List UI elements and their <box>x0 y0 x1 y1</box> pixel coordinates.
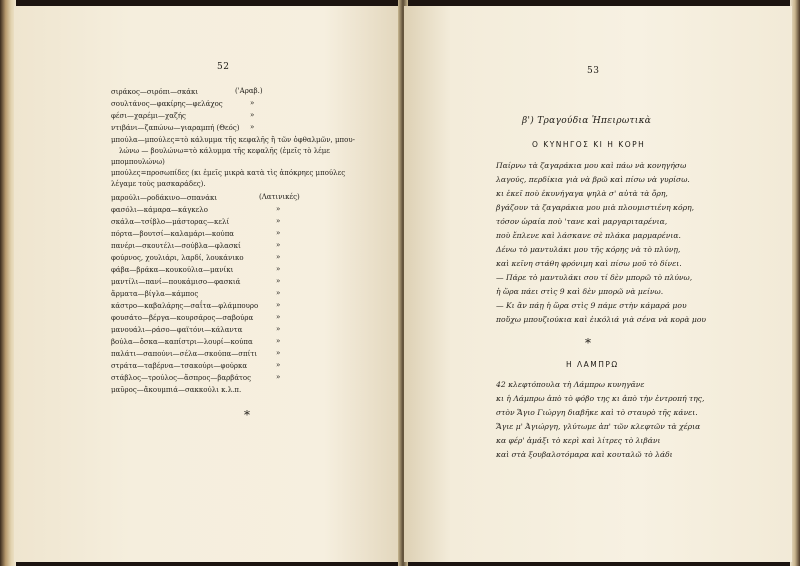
verse-line: Ἅγιε μ' Ἀγιώργη, γλύτωμε ἀπ' τῶν κλεφτῶν τὰ χέρια <box>496 422 701 431</box>
verse-line: ποὔχω μπουζιούκια καὶ ἐικόλιά γιὰ σένα νὰ κορὰ μου <box>496 315 707 324</box>
left-page <box>14 6 402 562</box>
word-line: φάβα—βράκα—κουκούλια—μανίκι <box>111 266 234 274</box>
verse-line: ἡ ὥρα πάει στὶς 9 καὶ δὲν μπορῶ νὰ μείνω. <box>496 287 664 296</box>
verse-line: κι ἡ Λάμπρω ἀπὸ τὸ φόβο της κι ἀπὸ τὴν ἐντροπή της, <box>496 394 705 403</box>
right-page-number: 53 <box>587 66 600 76</box>
word-line: φέσι—χαρέμι—χαζής <box>111 112 186 120</box>
verse-line: Δένω τὸ μαντυλάκι μου τῆς κόρης νὰ τὸ πλύνῃ, <box>496 245 681 254</box>
section-star: * <box>244 408 250 422</box>
left-page-number: 52 <box>217 62 230 72</box>
verse-line: κι ἐκεῖ ποὺ ἐκυνήγαγα ψηλὰ σ' αὐτὰ τὰ ὄρη, <box>496 189 668 198</box>
word-line: στράτα—ταβέρνα—τσακούρι—φούρκα <box>111 362 248 370</box>
word-line: σουλτάνος—φακίρης—φελάχος <box>111 100 223 108</box>
word-line: μπομπουλώνω) <box>111 158 165 166</box>
word-line: φουσάτο—βέργα—κουρσάρος—σαβούρα <box>111 314 254 322</box>
word-line: μαρούλι—ροδάκινο—σπανάκι <box>111 194 218 202</box>
ditto-mark: » <box>276 325 281 333</box>
word-line: μαντίλι—πανί—πουκάμισο—φασκιά <box>111 278 241 286</box>
verse-line: λαγούς, περδίκια γιὰ νὰ βρῶ καὶ πίσω νὰ γυρίσω. <box>496 175 690 184</box>
verse-line: 42 κλεφτόπουλα τὴ Λάμπρω κυνηγᾶνε <box>496 380 645 389</box>
word-line: ἄρματα—βίγλα—κάμπος <box>111 290 199 298</box>
verse-line: κα φέρ' ἁμάξι τὸ κερὶ καὶ λίτρες τὸ λιβάνι <box>496 436 661 445</box>
ditto-mark: » <box>276 301 281 309</box>
word-line: πανέρι—σκουτέλι—σούβλα—φλασκί <box>111 242 241 250</box>
ditto-mark: » <box>276 205 281 213</box>
ditto-mark: » <box>276 241 281 249</box>
section-star: * <box>585 336 591 350</box>
verse-line: Παίρνω τὰ ζαγαράκια μου καὶ πάω νὰ κονηγήσω <box>496 161 687 170</box>
verse-line: καὶ στὰ ξουβαλοτόμαρα καὶ κουταλῶ τὸ λάδι <box>496 450 673 459</box>
verse-line: βγάζουν τὰ ζαγαράκια μου μιὰ πλουμιστιένη κόρη, <box>496 203 695 212</box>
word-line: μανουάλι—ράσο—φαϊτόνι—κάλαντα <box>111 326 243 334</box>
latin-label: (Λατινικές) <box>259 193 300 201</box>
verse-line: καὶ κεῖνη στάθη φρόνιμη καὶ πίσω μοῦ τὸ δίνει. <box>496 259 682 268</box>
arabic-label: ('Αραβ.) <box>235 87 263 95</box>
verse-line: στὸν Ἅγιο Γιώργη διαβῆκε καὶ τὸ σταυρὸ τῆς κάνει. <box>496 408 698 417</box>
ditto-mark: » <box>250 111 255 119</box>
word-line: παλάτι—σαπούνι—σέλα—σκούπα—σπίτι <box>111 350 257 358</box>
word-line: λέγαμε τοὺς μασκαράδες). <box>111 180 206 188</box>
ditto-mark: » <box>250 99 255 107</box>
ditto-mark: » <box>276 277 281 285</box>
verse-line: ποὺ ἔπλενε καὶ λάσκανε σὲ πλάκα μαρμαρένια. <box>496 231 681 240</box>
word-line: μπούλα—μπούλες=τὸ κάλυμμα τῆς κεφαλῆς ἢ τῶν ὀφθαλμῶν, μπου- <box>111 136 355 144</box>
word-line: μαῦρος—ἄκουμπιά—σακκούλι κ.λ.π. <box>111 386 242 394</box>
song-title-lampro: Η ΛΑΜΠΡΩ <box>566 360 619 369</box>
song-title-kynigos: Ο ΚΥΝΗΓΟΣ ΚΙ Η ΚΟΡΗ <box>532 140 646 149</box>
word-line: λώνω — βουλώνω=τὸ κάλυμμα τῆς κεφαλῆς (ἐμεῖς τὸ λέμε <box>119 147 330 155</box>
word-line: κάστρο—καβαλάρης—σαΐτα—φλάμπουρο <box>111 302 259 310</box>
word-line: στάβλος—τρούλος—ἄσπρος—βαρβάτος <box>111 374 252 382</box>
word-line: σκάλα—τσίβλο—μάστορας—κελί <box>111 218 230 226</box>
ditto-mark: » <box>276 337 281 345</box>
ditto-mark: » <box>276 349 281 357</box>
verse-line: τόσον ὡραία ποὺ 'τανε καὶ μαργαριταρένια, <box>496 217 668 226</box>
verse-line: — Κι ἂν πάῃ ἡ ὥρα στὶς 9 πάμε στὴν κάμαρά μου <box>496 301 687 310</box>
ditto-mark: » <box>276 313 281 321</box>
ditto-mark: » <box>276 361 281 369</box>
ditto-mark: » <box>276 289 281 297</box>
ditto-mark: » <box>276 229 281 237</box>
ditto-mark: » <box>276 253 281 261</box>
verse-line: — Πάρε τὸ μαντυλάκι σου τί δὲν μπορῶ τὸ πλύνω, <box>496 273 693 282</box>
section-title: β') Τραγούδια Ἠπειρωτικὰ <box>522 116 652 126</box>
word-line: σιράκος—σιρόπι—σκάκι <box>111 88 199 96</box>
word-line: ντιβάνι—ζαπώνω—γιαραμπή (Θεός) <box>111 124 240 132</box>
word-line: πόρτα—βουτσί—καλαμάρι—κούπα <box>111 230 235 238</box>
ditto-mark: » <box>276 265 281 273</box>
ditto-mark: » <box>276 217 281 225</box>
word-line: βούλα—ὄσκα—καπίστρι—λουρί—κούπα <box>111 338 253 346</box>
right-page <box>404 6 792 562</box>
word-line: φασόλι—κάμαρα—κάγκελο <box>111 206 208 214</box>
ditto-mark: » <box>250 123 255 131</box>
word-line: φούρνος, χουλιάρι, λαρδί, λουκάνικο <box>111 254 244 262</box>
ditto-mark: » <box>276 373 281 381</box>
word-line: μπούλες=προσωπίδες (κι ἐμεῖς μικρὰ κατὰ τὶς ἀπόκρηες μπούλες <box>111 169 346 177</box>
